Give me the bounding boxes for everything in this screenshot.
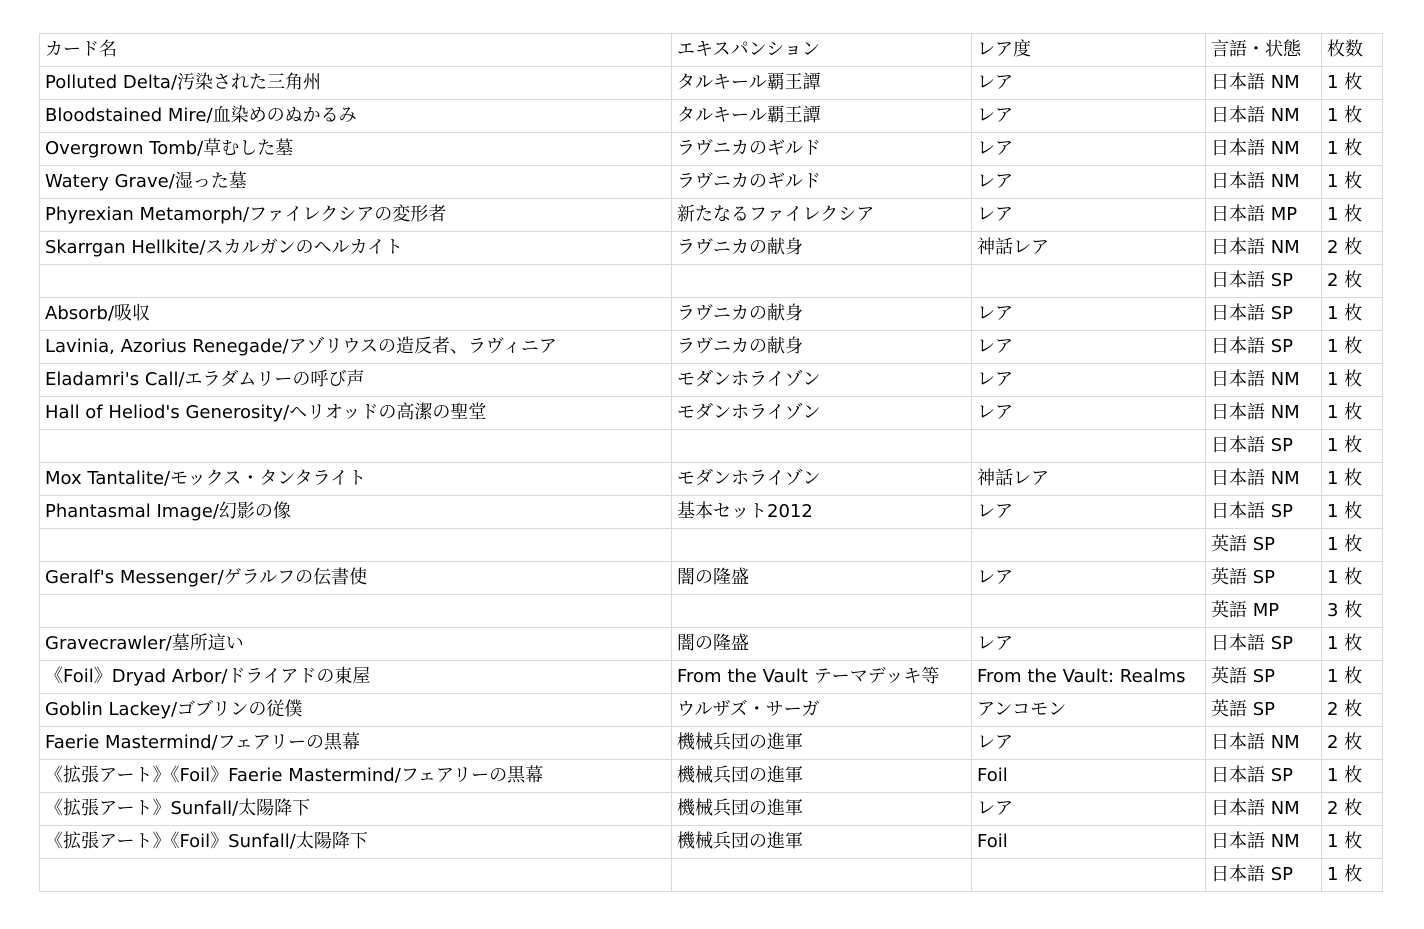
cell-card-name: Overgrown Tomb/草むした墓 (40, 133, 672, 166)
cell-card-name: Polluted Delta/汚染された三角州 (40, 67, 672, 100)
cell-expansion: ラヴニカの献身 (672, 331, 972, 364)
cell-quantity: 3 枚 (1322, 595, 1383, 628)
cell-quantity: 1 枚 (1322, 529, 1383, 562)
cell-quantity: 1 枚 (1322, 298, 1383, 331)
table-row (40, 529, 1383, 562)
table-row (40, 859, 1383, 892)
cell-language-condition: 日本語 SP (1206, 760, 1322, 793)
cell-expansion: ラヴニカの献身 (672, 298, 972, 331)
cell-quantity: 1 枚 (1322, 199, 1383, 232)
table-row (40, 694, 1383, 727)
cell-language-condition: 日本語 NM (1206, 397, 1322, 430)
cell-rarity: レア (972, 331, 1206, 364)
cell-quantity: 1 枚 (1322, 100, 1383, 133)
cell-quantity: 1 枚 (1322, 496, 1383, 529)
header-quantity: 枚数 (1322, 34, 1383, 67)
table-row (40, 595, 1383, 628)
cell-card-name (40, 430, 672, 463)
cell-language-condition: 日本語 NM (1206, 67, 1322, 100)
cell-card-name: 《拡張アート》《Foil》Faerie Mastermind/フェアリーの黒幕 (40, 760, 672, 793)
table-row (40, 463, 1383, 496)
cell-expansion: 機械兵団の進軍 (672, 826, 972, 859)
cell-expansion: タルキール覇王譚 (672, 67, 972, 100)
cell-card-name: Geralf's Messenger/ゲラルフの伝書使 (40, 562, 672, 595)
cell-rarity (972, 265, 1206, 298)
table-row (40, 793, 1383, 826)
cell-expansion: ラヴニカの献身 (672, 232, 972, 265)
table-row (40, 331, 1383, 364)
cell-rarity: Foil (972, 760, 1206, 793)
cell-quantity: 2 枚 (1322, 694, 1383, 727)
cell-rarity: レア (972, 397, 1206, 430)
cell-expansion: 機械兵団の進軍 (672, 727, 972, 760)
cell-expansion: モダンホライゾン (672, 397, 972, 430)
cell-language-condition: 日本語 NM (1206, 100, 1322, 133)
cell-rarity: 神話レア (972, 463, 1206, 496)
cell-rarity: レア (972, 727, 1206, 760)
cell-rarity: レア (972, 364, 1206, 397)
table-row (40, 397, 1383, 430)
cell-card-name (40, 265, 672, 298)
header-row (40, 34, 1383, 67)
cell-expansion: 新たなるファイレクシア (672, 199, 972, 232)
table-row (40, 232, 1383, 265)
header-card-name: カード名 (40, 34, 672, 67)
cell-expansion: 機械兵団の進軍 (672, 760, 972, 793)
table-row (40, 199, 1383, 232)
table-row (40, 496, 1383, 529)
cell-quantity: 1 枚 (1322, 661, 1383, 694)
cell-expansion: From the Vault テーマデッキ等 (672, 661, 972, 694)
table-body (40, 67, 1383, 892)
cell-expansion: モダンホライゾン (672, 364, 972, 397)
cell-card-name: Lavinia, Azorius Renegade/アゾリウスの造反者、ラヴィニア (40, 331, 672, 364)
table-row (40, 628, 1383, 661)
cell-rarity: アンコモン (972, 694, 1206, 727)
cell-expansion: ラヴニカのギルド (672, 133, 972, 166)
table-row (40, 166, 1383, 199)
cell-language-condition: 英語 MP (1206, 595, 1322, 628)
cell-card-name: 《拡張アート》Sunfall/太陽降下 (40, 793, 672, 826)
cell-expansion: モダンホライゾン (672, 463, 972, 496)
cell-quantity: 1 枚 (1322, 67, 1383, 100)
cell-expansion: ウルザズ・サーガ (672, 694, 972, 727)
cell-language-condition: 日本語 NM (1206, 166, 1322, 199)
cell-card-name (40, 859, 672, 892)
cell-rarity (972, 430, 1206, 463)
cell-language-condition: 日本語 SP (1206, 496, 1322, 529)
table-row (40, 661, 1383, 694)
table-row (40, 727, 1383, 760)
cell-language-condition: 日本語 NM (1206, 793, 1322, 826)
cell-language-condition: 英語 SP (1206, 529, 1322, 562)
header-language-condition: 言語・状態 (1206, 34, 1322, 67)
cell-rarity: From the Vault: Realms (972, 661, 1206, 694)
cell-card-name: Watery Grave/湿った墓 (40, 166, 672, 199)
cell-card-name: Bloodstained Mire/血染めのぬかるみ (40, 100, 672, 133)
cell-quantity: 1 枚 (1322, 397, 1383, 430)
cell-language-condition: 日本語 NM (1206, 133, 1322, 166)
cell-quantity: 1 枚 (1322, 133, 1383, 166)
header-expansion: エキスパンション (672, 34, 972, 67)
cell-rarity: レア (972, 628, 1206, 661)
cell-expansion: 闇の隆盛 (672, 562, 972, 595)
cell-card-name: Eladamri's Call/エラダムリーの呼び声 (40, 364, 672, 397)
cell-quantity: 1 枚 (1322, 628, 1383, 661)
cell-card-name: Goblin Lackey/ゴブリンの従僕 (40, 694, 672, 727)
cell-expansion: 闇の隆盛 (672, 628, 972, 661)
cell-card-name: 《Foil》Dryad Arbor/ドライアドの東屋 (40, 661, 672, 694)
header-rarity: レア度 (972, 34, 1206, 67)
cell-quantity: 2 枚 (1322, 232, 1383, 265)
table-row (40, 562, 1383, 595)
cell-language-condition: 英語 SP (1206, 661, 1322, 694)
cell-quantity: 2 枚 (1322, 727, 1383, 760)
cell-language-condition: 英語 SP (1206, 562, 1322, 595)
cell-card-name: Absorb/吸収 (40, 298, 672, 331)
table-row (40, 430, 1383, 463)
cell-card-name (40, 595, 672, 628)
cell-quantity: 1 枚 (1322, 166, 1383, 199)
cell-quantity: 2 枚 (1322, 265, 1383, 298)
cell-card-name: Hall of Heliod's Generosity/ヘリオッドの高潔の聖堂 (40, 397, 672, 430)
cell-language-condition: 日本語 SP (1206, 331, 1322, 364)
cell-expansion: タルキール覇王譚 (672, 100, 972, 133)
cell-rarity (972, 529, 1206, 562)
cell-language-condition: 日本語 NM (1206, 364, 1322, 397)
table-row (40, 760, 1383, 793)
cell-language-condition: 日本語 MP (1206, 199, 1322, 232)
table-row (40, 826, 1383, 859)
cell-rarity: 神話レア (972, 232, 1206, 265)
cell-rarity: Foil (972, 826, 1206, 859)
cell-rarity: レア (972, 166, 1206, 199)
table-row (40, 100, 1383, 133)
table-row (40, 298, 1383, 331)
cell-card-name: Gravecrawler/墓所這い (40, 628, 672, 661)
cell-rarity: レア (972, 793, 1206, 826)
cell-rarity: レア (972, 133, 1206, 166)
cell-quantity: 1 枚 (1322, 760, 1383, 793)
cell-quantity: 1 枚 (1322, 826, 1383, 859)
cell-card-name: Skarrgan Hellkite/スカルガンのヘルカイト (40, 232, 672, 265)
cell-expansion (672, 859, 972, 892)
cell-language-condition: 日本語 SP (1206, 265, 1322, 298)
cell-card-name (40, 529, 672, 562)
cell-language-condition: 日本語 NM (1206, 232, 1322, 265)
cell-card-name: Phantasmal Image/幻影の像 (40, 496, 672, 529)
cell-expansion (672, 595, 972, 628)
cell-quantity: 1 枚 (1322, 463, 1383, 496)
cell-rarity: レア (972, 562, 1206, 595)
cell-quantity: 1 枚 (1322, 364, 1383, 397)
cell-expansion (672, 430, 972, 463)
cell-quantity: 2 枚 (1322, 793, 1383, 826)
cell-rarity: レア (972, 199, 1206, 232)
cell-quantity: 1 枚 (1322, 562, 1383, 595)
cell-rarity (972, 859, 1206, 892)
cell-language-condition: 英語 SP (1206, 694, 1322, 727)
cell-expansion (672, 265, 972, 298)
table-row (40, 265, 1383, 298)
cell-expansion (672, 529, 972, 562)
cell-quantity: 1 枚 (1322, 430, 1383, 463)
cell-language-condition: 日本語 SP (1206, 859, 1322, 892)
cell-card-name: Phyrexian Metamorph/ファイレクシアの変形者 (40, 199, 672, 232)
cell-language-condition: 日本語 NM (1206, 826, 1322, 859)
cell-quantity: 1 枚 (1322, 859, 1383, 892)
cell-expansion: 基本セット2012 (672, 496, 972, 529)
cell-rarity (972, 595, 1206, 628)
cell-rarity: レア (972, 100, 1206, 133)
cell-language-condition: 日本語 SP (1206, 298, 1322, 331)
cell-card-name: Mox Tantalite/モックス・タンタライト (40, 463, 672, 496)
cell-rarity: レア (972, 67, 1206, 100)
cell-card-name: Faerie Mastermind/フェアリーの黒幕 (40, 727, 672, 760)
cell-language-condition: 日本語 NM (1206, 727, 1322, 760)
table-row (40, 67, 1383, 100)
cell-quantity: 1 枚 (1322, 331, 1383, 364)
table-row (40, 364, 1383, 397)
cell-language-condition: 日本語 SP (1206, 430, 1322, 463)
cell-rarity: レア (972, 496, 1206, 529)
cell-rarity: レア (972, 298, 1206, 331)
cell-language-condition: 日本語 SP (1206, 628, 1322, 661)
cell-card-name: 《拡張アート》《Foil》Sunfall/太陽降下 (40, 826, 672, 859)
cell-expansion: 機械兵団の進軍 (672, 793, 972, 826)
cell-language-condition: 日本語 NM (1206, 463, 1322, 496)
table-row (40, 133, 1383, 166)
cell-expansion: ラヴニカのギルド (672, 166, 972, 199)
card-list-table (39, 33, 1383, 892)
